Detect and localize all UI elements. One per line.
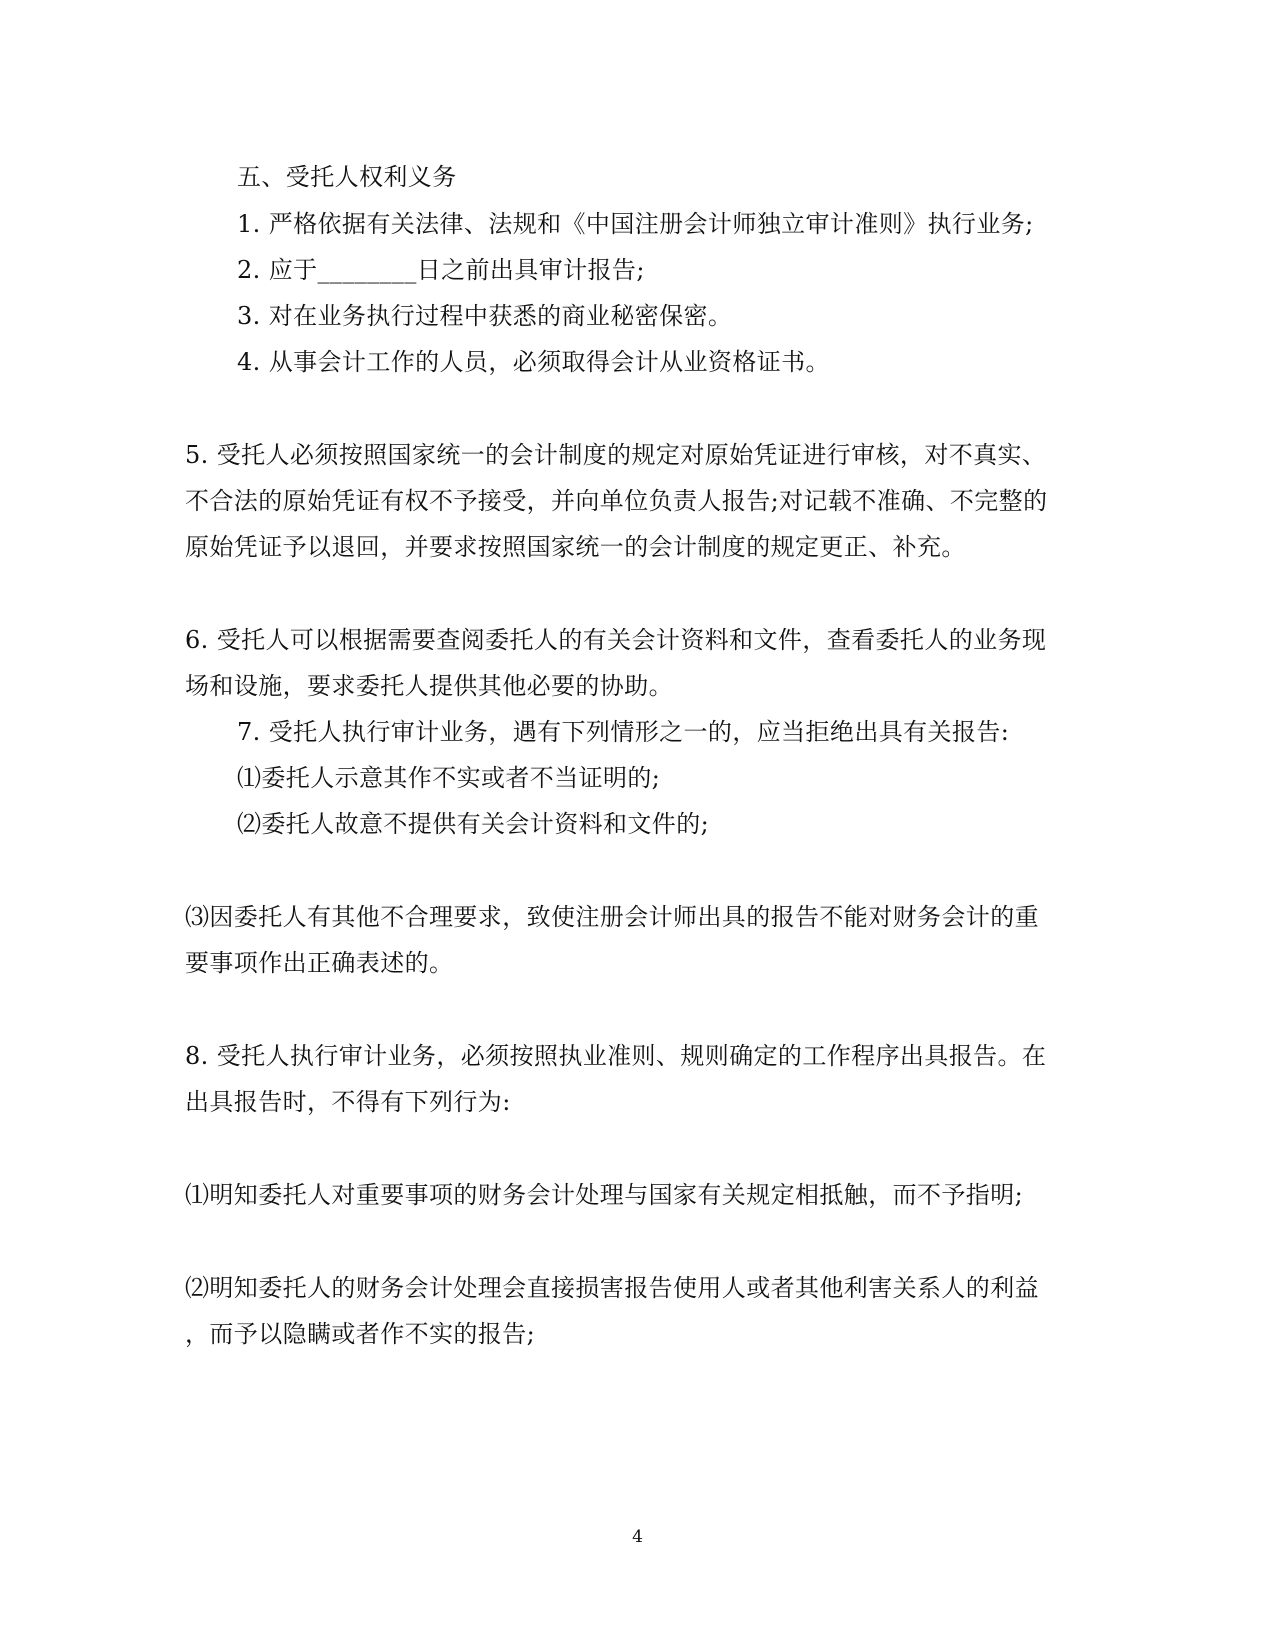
text-line: 8. 受托人执行审计业务，必须按照执业准则、规则确定的工作程序出具报告。在 xyxy=(185,1042,1047,1070)
text-line: ⑴明知委托人对重要事项的财务会计处理与国家有关规定相抵触，而不予指明; xyxy=(185,1181,1024,1209)
text-line: ⑵明知委托人的财务会计处理会直接损害报告使用人或者其他利害关系人的利益 xyxy=(185,1274,1039,1302)
text-line: 6. 受托人可以根据需要查阅委托人的有关会计资料和文件，查看委托人的业务现 xyxy=(185,626,1047,654)
text-line: 要事项作出正确表述的。 xyxy=(185,949,454,977)
text-line: ⑵委托人故意不提供有关会计资料和文件的; xyxy=(237,810,710,838)
section-title: 五、受托人权利义务 xyxy=(237,163,457,191)
text-line: 5. 受托人必须按照国家统一的会计制度的规定对原始凭证进行审核，对不真实、 xyxy=(185,441,1047,469)
text-line: ⑶因委托人有其他不合理要求，致使注册会计师出具的报告不能对财务会计的重 xyxy=(185,903,1039,931)
text-line: 出具报告时，不得有下列行为: xyxy=(185,1088,511,1116)
text-line: 原始凭证予以退回，并要求按照国家统一的会计制度的规定更正、补充。 xyxy=(185,533,966,561)
text-line: 不合法的原始凭证有权不予接受，并向单位负责人报告;对记载不准确、不完整的 xyxy=(185,487,1048,515)
page-number: 4 xyxy=(632,1527,643,1547)
text-line: 1. 严格依据有关法律、法规和《中国注册会计师独立审计准则》执行业务; xyxy=(237,210,1034,238)
text-line: 7. 受托人执行审计业务，遇有下列情形之一的，应当拒绝出具有关报告: xyxy=(237,718,1010,746)
text-line: 2. 应于________日之前出具审计报告; xyxy=(237,256,645,284)
text-line: ⑴委托人示意其作不实或者不当证明的; xyxy=(237,764,661,792)
text-line: ，而予以隐瞒或者作不实的报告; xyxy=(185,1320,536,1348)
text-line: 4. 从事会计工作的人员，必须取得会计从业资格证书。 xyxy=(237,348,830,376)
text-line: 3. 对在业务执行过程中获悉的商业秘密保密。 xyxy=(237,302,733,330)
text-line: 场和设施，要求委托人提供其他必要的协助。 xyxy=(185,672,673,700)
